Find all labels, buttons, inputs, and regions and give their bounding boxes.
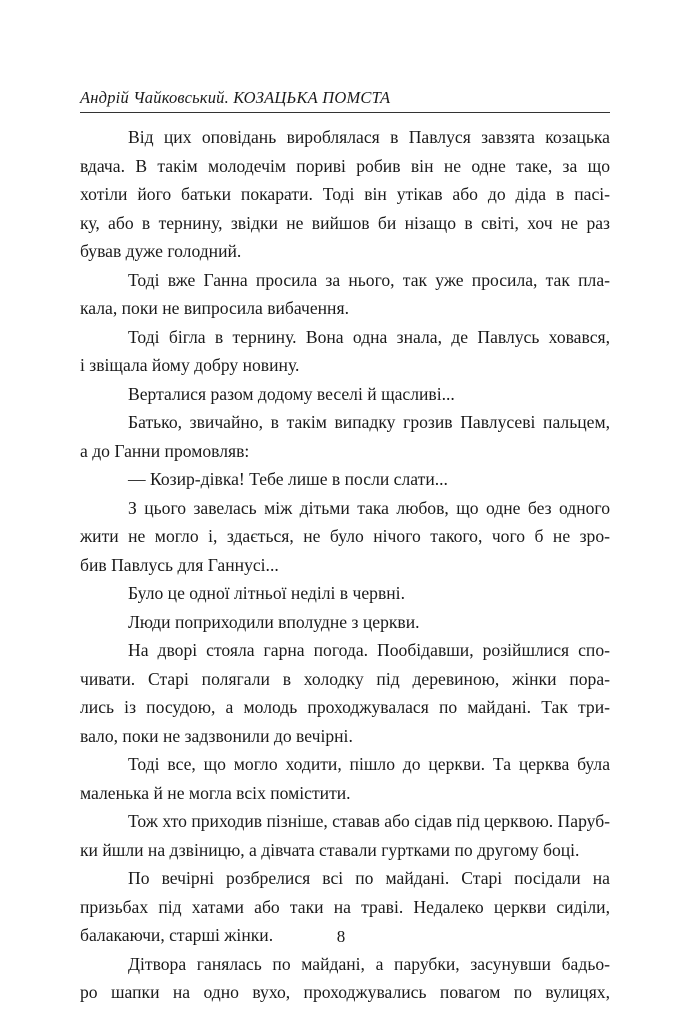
text-line: Дітвора ганялась по майдані, а парубки, засунувши бадьо- [128, 953, 610, 974]
paragraph [80, 950, 610, 1007]
header-rule [80, 112, 610, 113]
text-line: чивати. Старі полягали в холодку під деревиною, жінки пора- [80, 668, 610, 689]
paragraph [80, 380, 610, 409]
text-line: Тож хто приходив пізніше, ставав або сідав під церквою. Паруб- [128, 811, 611, 831]
text-line: Верталися разом додому веселі й щасливі... [128, 383, 455, 404]
page-number: 8 [336, 927, 346, 946]
paragraph [80, 608, 610, 637]
paragraph [80, 579, 610, 608]
text-line: По вечірні розбрелися всі по майдані. Старі посідали на [128, 868, 610, 888]
text-line: Було це одної літньої неділі в червні. [128, 583, 405, 603]
text-line: лись із посудою, а молодь проходжувалася по майдані. Так три- [80, 697, 610, 717]
text-line: хотіли його батьки покарати. Тоді він утікав або до діда в пасі- [80, 184, 610, 204]
paragraph [80, 807, 610, 864]
text-line: Тоді все, що могло ходити, пішло до церкви. Та церква була [128, 754, 610, 774]
text-line: вдача. В такім молодечім пориві робив він не одне таке, за що [80, 155, 610, 176]
paragraph [80, 266, 610, 323]
text-line: Батько, звичайно, в такім випадку грозив Павлусеві пальцем, [128, 412, 610, 432]
text-line: Тоді бігла в тернину. Вона одна знала, де Павлусь ховався, [128, 326, 610, 347]
text-line: З цього завелась між дітьми така любов, що одне без одного [128, 497, 610, 518]
text-line: кала, поки не випросила вибачення. [80, 298, 349, 318]
text-line: На дворі стояла гарна погода. Пообідавши, розійшлися спо- [128, 640, 610, 660]
text-line: Від цих оповідань вироблялася в Павлуся завзята козацька [128, 127, 610, 147]
paragraph [80, 636, 610, 750]
text-line: балакаючи, старші жінки. [80, 925, 274, 945]
text-line: маленька й не могла всіх помістити. [80, 782, 351, 803]
body-text [80, 123, 610, 1007]
text-line: ро шапки на одно вухо, проходжувались повагом по вулицях, [80, 982, 610, 1002]
paragraph [80, 408, 610, 465]
text-line: ку, або в тернину, звідки не вийшов би нізащо в світі, хоч не раз [80, 212, 610, 233]
text-line: жити не могло і, здається, не було нічого такого, чого б не зро- [80, 526, 610, 546]
paragraph [80, 123, 610, 266]
text-line: і звіщала йому добру новину. [80, 355, 300, 375]
text-line: вало, поки не задзвонили до вечірні. [80, 725, 353, 746]
running-head: Андрій Чайковський. КОЗАЦЬКА ПОМСТА [80, 88, 391, 107]
paragraph [80, 494, 610, 580]
text-line: — Козир-дівка! Тебе лише в посли слати... [128, 469, 448, 489]
text-line: а до Ганни промовляв: [80, 440, 250, 461]
text-line: Люди поприходили вполудне з церкви. [128, 611, 420, 632]
text-line: ки йшли на дзвіницю, а дівчата ставали гуртками по другому боці. [80, 839, 580, 860]
paragraph [80, 750, 610, 807]
text-line: призьбах під хатами або таки на траві. Недалеко церкви сиділи, [80, 896, 610, 917]
text-line: бував дуже голодний. [80, 241, 242, 261]
text-line: Тоді вже Ганна просила за нього, так уже просила, так пла- [128, 269, 610, 290]
text-line: бив Павлусь для Ганнусі... [80, 554, 279, 575]
paragraph [80, 465, 610, 494]
paragraph [80, 323, 610, 380]
